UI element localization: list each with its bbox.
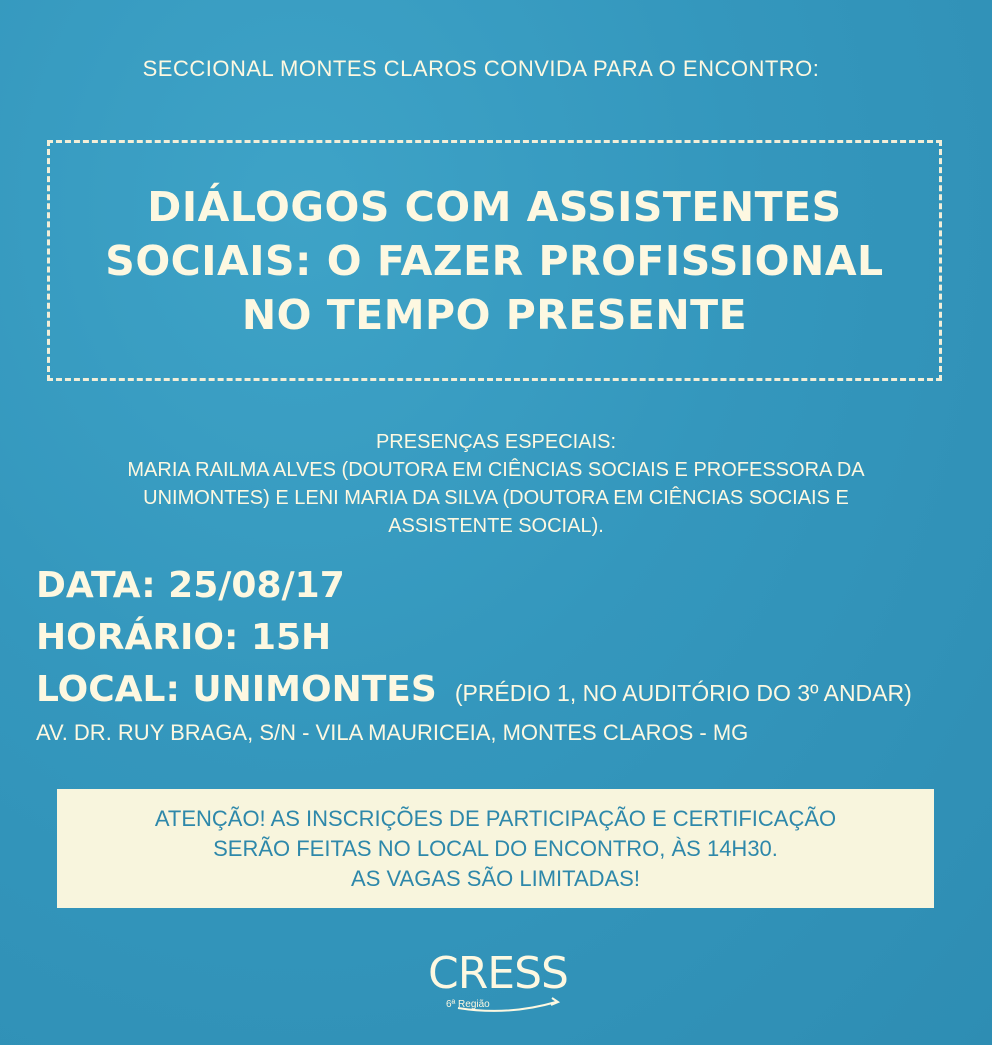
- event-date: DATA: 25/08/17: [36, 565, 345, 606]
- event-details: [36, 560, 912, 747]
- logo-name: CRESS: [428, 948, 568, 999]
- event-time: HORÁRIO: 15H: [36, 617, 332, 658]
- location-name: LOCAL: UNIMONTES: [36, 669, 437, 710]
- notice-box: [57, 789, 934, 908]
- notice-line: ATENÇÃO! AS INSCRIÇÕES DE PARTICIPAÇÃO E CERTIFICAÇÃO: [154, 805, 837, 831]
- cress-logo: [428, 948, 568, 1020]
- intro-text: SECCIONAL MONTES CLAROS CONVIDA PARA O ENCONTRO:: [142, 56, 820, 81]
- title-line-3: NO TEMPO PRESENTE: [241, 290, 748, 339]
- guests-heading: PRESENÇAS ESPECIAIS:: [375, 431, 617, 453]
- title-line-1: DIÁLOGOS COM ASSISTENTES: [147, 182, 842, 231]
- guests-line: MARIA RAILMA ALVES (DOUTORA EM CIÊNCIAS SOCIAIS E PROFESSORA DA: [127, 459, 865, 481]
- title-line-2: SOCIAIS: O FAZER PROFISSIONAL: [105, 236, 884, 285]
- title-box: [47, 140, 942, 381]
- logo-subtitle: 6ª Região: [446, 999, 490, 1010]
- notice-line: AS VAGAS SÃO LIMITADAS!: [351, 865, 640, 891]
- event-location: [36, 664, 912, 719]
- special-guests: [0, 428, 992, 540]
- event-address: AV. DR. RUY BRAGA, S/N - VILA MAURICEIA, MONTES CLAROS - MG: [36, 720, 749, 745]
- notice-line: SERÃO FEITAS NO LOCAL DO ENCONTRO, ÀS 14H30.: [213, 835, 778, 861]
- location-note: (PRÉDIO 1, NO AUDITÓRIO DO 3º ANDAR): [454, 680, 912, 706]
- guests-line: UNIMONTES) E LENI MARIA DA SILVA (DOUTORA EM CIÊNCIAS SOCIAIS E: [143, 487, 849, 509]
- guests-line: ASSISTENTE SOCIAL).: [388, 515, 604, 537]
